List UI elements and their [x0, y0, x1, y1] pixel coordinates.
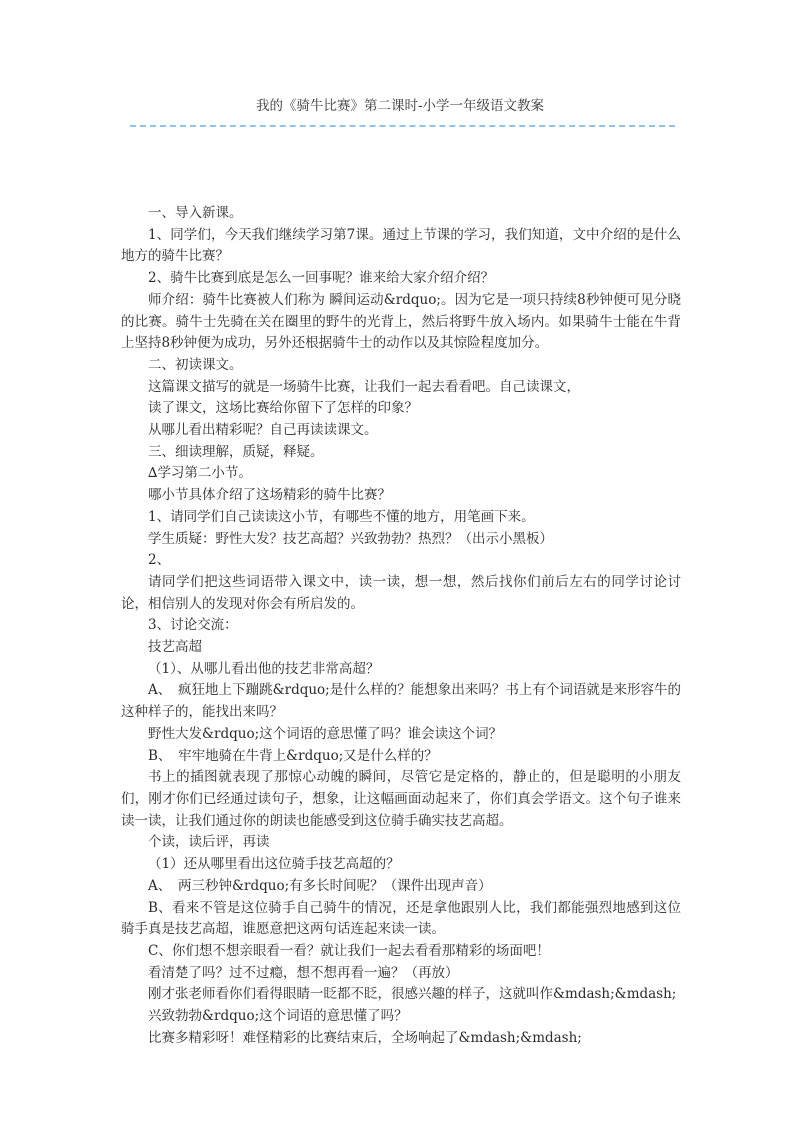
- title-divider: [130, 125, 675, 127]
- paragraph: ∆学习第二小节。: [148, 465, 252, 482]
- paragraph: 刚才张老师看你们看得眼睛一眨都不眨，很感兴趣的样子，这就叫作&mdash;&mdash;: [148, 986, 677, 1003]
- paragraph: 野性大发&rdquo;这个词语的意思懂了吗？谁会读这个词？: [148, 725, 503, 742]
- paragraph: C、你们想不想亲眼看一看？就让我们一起去看看那精彩的场面吧！: [148, 942, 550, 959]
- section-heading: 一、导入新课。: [148, 205, 243, 221]
- section-heading: 三、细读理解，质疑，释疑。: [148, 443, 324, 460]
- paragraph: 个读，读后评，再读: [148, 834, 270, 851]
- paragraph: 这篇课文描写的就是一场骑牛比赛，让我们一起去看看吧。自己读课文，: [148, 378, 580, 395]
- paragraph: A、 疯狂地上下蹦跳&rdquo;是什么样的？能想象出来吗？书上有个词语就是来形容牛的这种样子的，能找出来吗？: [121, 682, 681, 721]
- paragraph: 技艺高超: [148, 639, 202, 656]
- paragraph: 从哪儿看出精彩呢？自己再读读课文。: [148, 422, 378, 439]
- paragraph: （1）还从哪里看出这位骑手技艺高超的？: [148, 856, 400, 873]
- paragraph: 学生质疑：野性大发？技艺高超？兴致勃勃？热烈？（出示小黑板）: [148, 530, 553, 547]
- paragraph: 1、同学们，今天我们继续学习第7课。通过上节课的学习，我们知道，文中介绍的是什么地方的骑牛比赛？: [121, 226, 681, 265]
- paragraph: B、 牢牢地骑在牛背上&rdquo;又是什么样的？: [148, 747, 438, 764]
- paragraph: A、 两三秒钟&rdquo;有多长时间呢？（课件出现声音）: [148, 877, 492, 894]
- document-title: 我的《骑牛比赛》第二课时-小学一年级语文教案: [255, 98, 545, 114]
- paragraph: 哪小节具体介绍了这场精彩的骑牛比赛？: [148, 487, 391, 504]
- paragraph: 书上的插图就表现了那惊心动魄的瞬间，尽管它是定格的，静止的，但是聪明的小朋友们，刚才你们已经通过读句子，想象，让这幅画面动起来了，你们真会学语文。这个句子谁来读一读，让我们通过你的朗读也能感受到这位骑手确实技艺高超。: [121, 769, 681, 829]
- paragraph: 2、骑牛比赛到底是怎么一回事呢？谁来给大家介绍介绍？: [148, 270, 495, 287]
- paragraph: 看清楚了吗？过不过瘾，想不想再看一遍？（再放）: [148, 964, 459, 981]
- section-heading: 二、初读课文。: [148, 356, 243, 373]
- paragraph: 比赛多精彩呀！难怪精彩的比赛结束后，全场响起了&mdash;&mdash;: [148, 1029, 582, 1046]
- paragraph: （1）、从哪儿看出他的技艺非常高超？: [148, 660, 380, 677]
- document-body: [121, 203, 681, 1049]
- paragraph: 2、: [148, 552, 171, 569]
- paragraph: 兴致勃勃&rdquo;这个词语的意思懂了吗？: [148, 1008, 408, 1025]
- paragraph: 师介绍：骑牛比赛被人们称为 瞬间运动&rdquo;。因为它是一项只持续8秒钟便可见分晓的比赛。骑牛士先骑在关在圈里的野牛的光背上，然后将野牛放入场内。如果骑牛士能在牛背上坚持8秒钟便为成功，另外还根据骑牛士的动作以及其惊险程度加分。: [121, 291, 681, 352]
- paragraph: 3、讨论交流：: [148, 617, 238, 634]
- paragraph: 读了课文，这场比赛给你留下了怎样的印象？: [148, 400, 418, 417]
- paragraph: 1、请同学们自己读读这小节，有哪些不懂的地方，用笔画下来。: [148, 508, 535, 525]
- paragraph: B、看来不管是这位骑手自己骑牛的情况，还是拿他跟别人比，我们都能强烈地感到这位骑手真是技艺高超，谁愿意把这两句话连起来读一读。: [121, 899, 681, 938]
- paragraph: 请同学们把这些词语带入课文中，读一读，想一想，然后找你们前后左右的同学讨论讨论，相信别人的发现对你会有所启发的。: [121, 573, 681, 612]
